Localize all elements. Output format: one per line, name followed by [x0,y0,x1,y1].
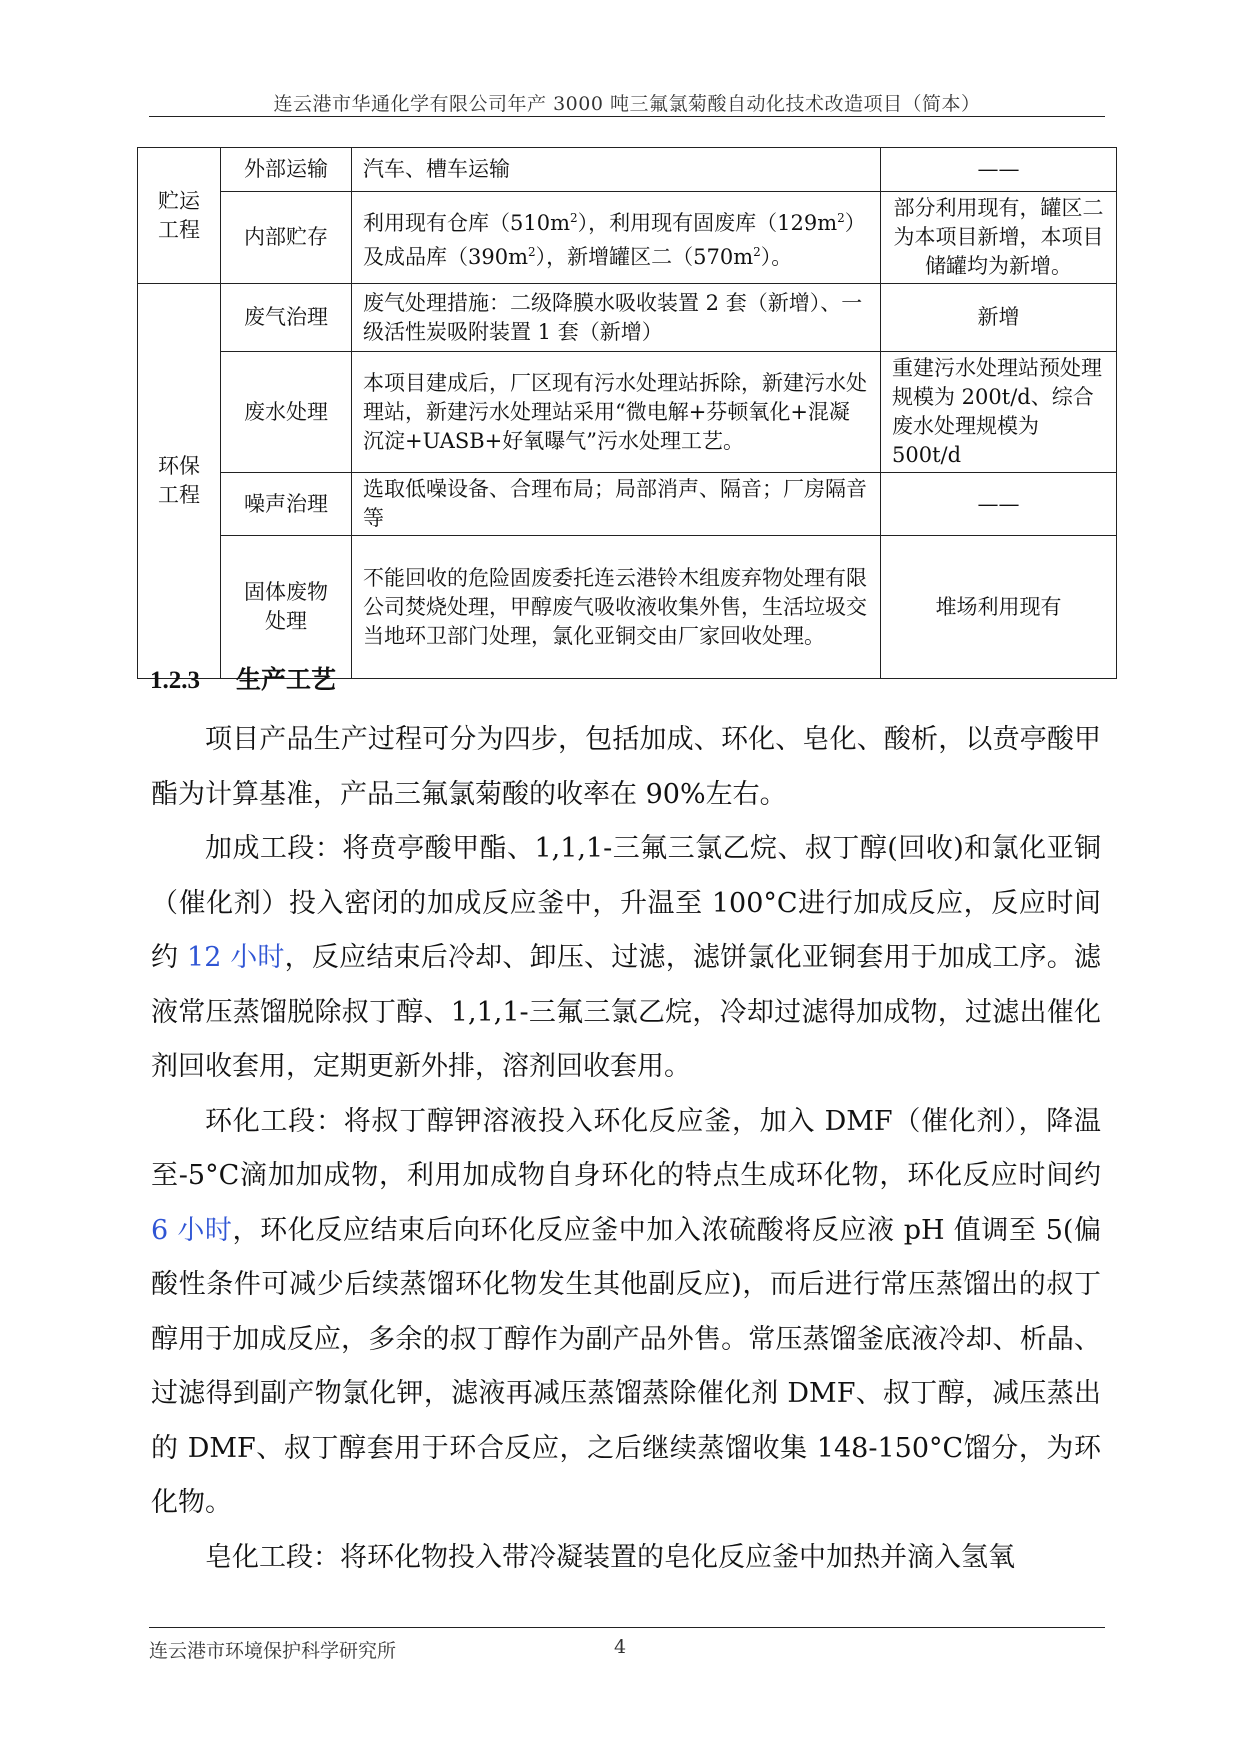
note-cell: 重建污水处理站预处理规模为 200t/d、综合废水处理规模为 500t/d [881,352,1117,473]
table-row [138,352,1117,473]
item-cell: 噪声治理 [221,473,352,536]
content-cell: 汽车、槽车运输 [352,148,881,192]
section-number: 1.2.3 [150,667,200,694]
header-rule [149,116,1105,117]
note-cell: 部分利用现有，罐区二为本项目新增，本项目储罐均为新增。 [881,192,1117,284]
table-row [138,284,1117,352]
highlight-duration: 6 小时 [151,1214,233,1246]
content-cell: 废气处理措施：二级降膜水吸收装置 2 套（新增）、一级活性炭吸附装置 1 套（新增） [352,284,881,352]
note-cell: —— [881,473,1117,536]
paragraph-text: 环化工段：将叔丁醇钾溶液投入环化反应釜，加入 DMF（催化剂），降温至-5°C滴加加成物，利用加成物自身环化的特点生成环化物，环化反应时间约 [151,1105,1101,1191]
page-number: 4 [614,1636,627,1658]
paragraph-text: 加成工段：将贲亭酸甲酯、1,1,1-三氟三氯乙烷、叔丁醇(回收)和氯化亚铜（催化剂）投入密闭的加成反应釜中，升温至 100°C进行加成反应，反应时间约 [151,833,1101,973]
note-cell: —— [881,148,1117,192]
table-row [138,148,1117,192]
note-cell: 堆场利用现有 [881,536,1117,679]
item-cell: 废气治理 [221,284,352,352]
paragraph-text: ，环化反应结束后向环化反应釜中加入浓硫酸将反应液 pH 值调至 5(偏酸性条件可减少后续蒸馏环化物发生其他副反应)，而后进行常压蒸馏出的叔丁醇用于加成反应，多余的叔丁醇作为副产品外售。常压蒸馏釜底液冷却、析晶、过滤得到副产物氯化钾，滤液再减压蒸馏蒸除催化剂 DMF、叔丁醇，减压蒸出的 DMF、叔丁醇套用于环合反应，之后继续蒸馏收集 148-150°C馏分，为环化物。 [151,1214,1101,1518]
paragraph [151,1095,1101,1531]
content-cell: 选取低噪设备、合理布局；局部消声、隔音；厂房隔音等 [352,473,881,536]
table-row [138,536,1117,679]
body-text [151,713,1101,1585]
highlight-duration: 12 小时 [187,942,285,973]
group-env-cell: 环保 工程 [138,284,221,679]
paragraph: 项目产品生产过程可分为四步，包括加成、环化、皂化、酸析，以贲亭酸甲酯为计算基准，产品三氟氯菊酸的收率在 90%左右。 [151,724,1101,810]
item-cell: 废水处理 [221,352,352,473]
item-cell: 固体废物 处理 [221,536,352,679]
content-cell: 不能回收的危险固废委托连云港铃木组废弃物处理有限公司焚烧处理，甲醇废气吸收液收集外售，生活垃圾交当地环卫部门处理，氯化亚铜交由厂家回收处理。 [352,536,881,679]
content-cell: 利用现有仓库$(510m^2)$，利用现有固废库$(129m^2)$及成品库$(390m^2)$，新增罐区二$(570m^2)$。 [352,192,881,284]
section-title: 生产工艺 [236,667,337,694]
paragraph: 皂化工段：将环化物投入带冷凝装置的皂化反应釜中加热并滴入氢氧 [205,1541,1015,1573]
page-header-title: 连云港市华通化学有限公司年产 3000 吨三氟氯菊酸自动化技术改造项目（简本） [273,93,981,115]
section-heading [150,660,336,696]
footer-organization: 连云港市环境保护科学研究所 [149,1640,397,1662]
item-cell: 内部贮存 [221,192,352,284]
group-storage-cell: 贮运 工程 [138,148,221,284]
paragraph-text: ，反应结束后冷却、卸压、过滤，滤饼氯化亚铜套用于加成工序。滤液常压蒸馏脱除叔丁醇、1,1,1-三氟三氯乙烷，冷却过滤得加成物，过滤出催化剂回收套用，定期更新外排，溶剂回收套用。 [151,942,1101,1082]
item-cell: 外部运输 [221,148,352,192]
footer-rule [149,1627,1105,1628]
engineering-table [137,147,1117,679]
content-cell: 本项目建成后，厂区现有污水处理站拆除，新建污水处理站，新建污水处理站采用“微电解+芬顿氧化+混凝沉淀+UASB+好氧曝气”污水处理工艺。 [352,352,881,473]
paragraph [151,822,1101,1095]
table-row [138,473,1117,536]
note-cell: 新增 [881,284,1117,352]
table-row [138,192,1117,284]
